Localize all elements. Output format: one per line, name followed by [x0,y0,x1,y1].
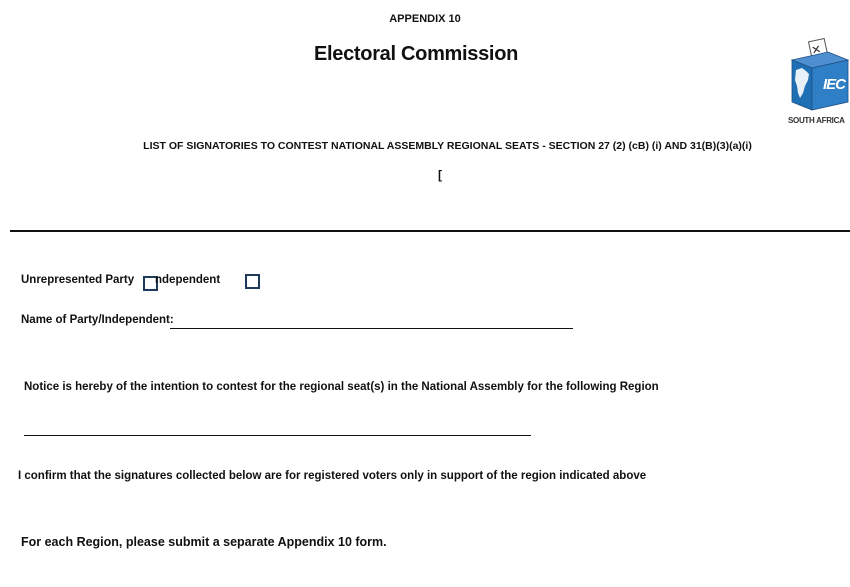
form-subtitle: LIST OF SIGNATORIES TO CONTEST NATIONAL ASSEMBLY REGIONAL SEATS - SECTION 27 (2) (cB) (i) AND 31(B)(3)(a)(i) [143,140,752,152]
logo-caption: SOUTH AFRICA [788,116,845,125]
independent-checkbox[interactable] [245,274,260,289]
notice-text: Notice is hereby of the intention to contest for the regional seat(s) in the National Assembly for the following Region [24,381,659,393]
page-title: Electoral Commission [313,43,519,65]
section-divider [10,230,850,232]
confirm-text: I confirm that the signatures collected below are for registered voters only in support of the region indicated above [18,470,647,482]
appendix-label: APPENDIX 10 [389,13,461,25]
party-name-label: Name of Party/Independent: [21,314,174,326]
bracket-mark: [ [438,168,442,182]
unrepresented-party-label: Unrepresented Party [21,274,135,286]
independent-label: ndependent [155,274,221,286]
iec-logo-text: IEC [823,76,846,93]
party-name-field[interactable] [170,328,573,329]
submission-note: For each Region, please submit a separate Appendix 10 form. [21,535,387,549]
region-field[interactable] [24,435,531,436]
